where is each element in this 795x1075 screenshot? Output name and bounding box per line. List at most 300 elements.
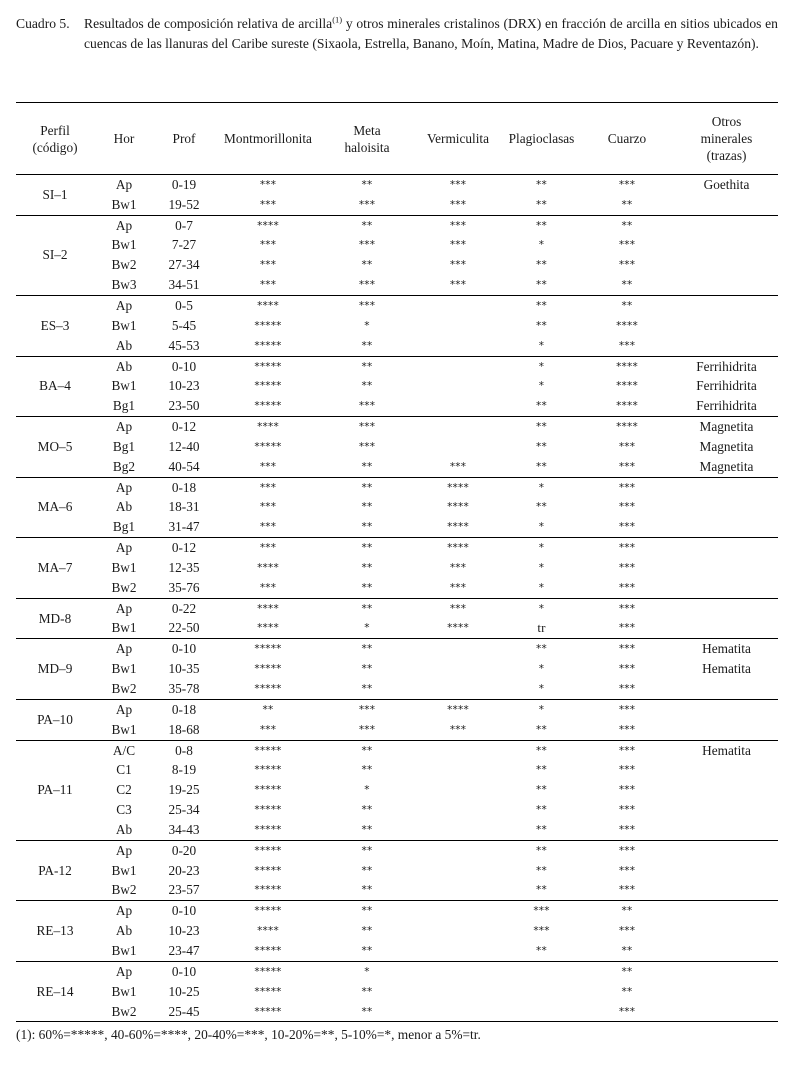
montmorillonita-cell: *** [259,460,277,473]
montmorillonita-cell: *** [259,279,277,292]
metahaloisita-cell: * [364,319,370,332]
montmorillonita-cell: *** [259,723,277,736]
montmorillonita-cell: **** [257,421,279,434]
header-montmorillonita: Montmorillonita [224,131,312,146]
otros-minerales-cell [675,215,778,235]
horizon-cell: Bg1 [112,398,136,414]
profile-code-cell: RE–13 [36,923,74,939]
table-row [16,255,778,275]
header-perfil [16,103,94,175]
table-row [16,356,778,376]
horizon-cell: C2 [116,782,132,798]
horizon-cell: Bw1 [111,661,137,677]
profile-group [16,538,778,599]
profile-code-cell: BA–4 [39,378,71,394]
montmorillonita-cell: ***** [254,965,282,978]
plagioclasas-cell: ** [536,784,547,797]
cuarzo-cell: *** [618,239,636,252]
metahaloisita-cell: *** [358,703,376,716]
table-row [16,417,778,437]
cuarzo-cell: **** [616,380,638,393]
cuarzo-cell: *** [618,542,636,555]
plagioclasas-cell [504,982,579,1002]
metahaloisita-cell: ** [361,905,373,918]
horizon-cell: Bg1 [112,438,136,454]
profile-code-cell: RE–14 [36,983,74,999]
table-row [16,578,778,598]
vermiculita-cell: **** [447,481,469,494]
otros-minerales-cell [675,800,778,820]
plagioclasas-cell: * [538,360,545,373]
table-row [16,236,778,256]
metahaloisita-cell: *** [358,723,376,736]
vermiculita-cell: **** [447,622,469,635]
plagioclasas-cell: ** [536,400,547,413]
montmorillonita-cell: ***** [254,985,282,998]
cuarzo-cell: *** [618,481,636,494]
table-row [16,396,778,416]
horizon-cell: Bw1 [111,378,137,394]
horizon-cell: Ap [115,176,133,192]
plagioclasas-cell: ** [536,643,547,656]
header-prof: Prof [172,131,196,146]
horizon-cell: Ap [115,641,133,657]
plagioclasas-cell: * [538,239,545,252]
otros-minerales-cell: Hematita [702,661,751,677]
profile-code-cell: PA–10 [37,711,73,727]
plagioclasas-cell: ** [536,804,547,817]
montmorillonita-cell: ***** [254,804,282,817]
otros-minerales-cell [675,236,778,256]
otros-minerales-cell [675,699,778,719]
horizon-cell: Ap [115,903,133,919]
vermiculita-cell [412,780,504,800]
horizon-cell: Bw2 [111,579,137,595]
cuarzo-cell: *** [618,703,636,716]
cuarzo-cell: *** [618,844,636,857]
depth-cell: 5-45 [171,317,197,333]
plagioclasas-cell: ** [536,501,547,514]
plagioclasas-cell: * [538,663,545,676]
metahaloisita-cell: ** [361,823,373,836]
table-row [16,195,778,215]
profile-code-cell: PA–11 [37,782,73,798]
depth-cell: 0-22 [171,600,197,616]
otros-minerales-cell [675,477,778,497]
profile-code-cell: ES–3 [40,317,70,333]
horizon-cell: Ap [115,540,133,556]
vermiculita-cell: *** [449,239,467,252]
depth-cell: 34-43 [168,821,200,837]
horizon-cell: Ap [115,600,133,616]
depth-cell: 0-10 [171,641,197,657]
table-row [16,275,778,295]
table-row [16,598,778,618]
metahaloisita-cell: ** [361,844,373,857]
cuarzo-cell: *** [618,884,636,897]
vermiculita-cell [412,316,504,336]
profile-code-cell: MO–5 [37,438,73,454]
metahaloisita-cell: ** [361,864,373,877]
horizon-cell: Bw1 [111,721,137,737]
otros-minerales-cell: Magnetita [699,458,754,474]
caption-text-main: Resultados de composición relativa de arcilla [84,16,333,31]
table-header [16,103,778,175]
profile-group [16,639,778,700]
table-row [16,840,778,860]
header-meta-line1: Meta [353,122,381,138]
plagioclasas-cell: ** [536,421,547,434]
table-row [16,336,778,356]
cuarzo-cell: ** [621,279,633,292]
plagioclasas-cell: * [538,683,545,696]
depth-cell: 19-25 [168,782,200,798]
montmorillonita-cell: ***** [254,643,282,656]
metahaloisita-cell: ** [361,602,373,615]
depth-cell: 10-23 [168,923,200,939]
profile-group [16,740,778,840]
vermiculita-cell [412,659,504,679]
cuarzo-cell: **** [616,400,638,413]
profile-group [16,296,778,357]
vermiculita-cell: *** [449,198,467,211]
caption-label: Cuadro 5. [16,16,70,31]
montmorillonita-cell: **** [257,219,279,232]
otros-minerales-cell [675,760,778,780]
cuarzo-cell: *** [618,561,636,574]
table-row [16,517,778,537]
profile-code-cell: MA–6 [37,499,73,515]
table-row [16,921,778,941]
header-metahaloisita [322,103,412,175]
table-row [16,498,778,518]
horizon-cell: Ab [115,923,133,939]
depth-cell: 25-45 [168,1003,200,1019]
mineral-composition-table [16,102,778,1022]
otros-minerales-cell: Ferrihidrita [696,398,757,414]
vermiculita-cell: *** [449,723,467,736]
horizon-cell: Bw3 [111,277,137,293]
cuarzo-cell: *** [618,723,636,736]
cuarzo-cell: ** [621,965,633,978]
metahaloisita-cell: ** [361,339,373,352]
cuarzo-cell: *** [618,804,636,817]
cuarzo-cell: *** [618,764,636,777]
plagioclasas-cell: ** [536,844,547,857]
cuarzo-cell: **** [616,319,638,332]
table-caption [16,14,778,53]
plagioclasas-cell: * [538,561,545,574]
metahaloisita-cell: ** [361,643,373,656]
horizon-cell: C1 [116,762,132,778]
table-row [16,760,778,780]
table-row [16,982,778,1002]
vermiculita-cell: **** [447,542,469,555]
header-perfil-line1: Perfil [40,122,70,138]
otros-minerales-cell [675,820,778,840]
table-row [16,175,778,195]
horizon-cell: Bw1 [111,237,137,253]
depth-cell: 0-10 [171,963,197,979]
vermiculita-cell: *** [449,219,467,232]
metahaloisita-cell: *** [358,421,376,434]
table-row [16,558,778,578]
vermiculita-cell [412,881,504,901]
metahaloisita-cell: *** [358,279,376,292]
cuarzo-cell: ** [621,944,633,957]
vermiculita-cell [412,901,504,921]
montmorillonita-cell: ***** [254,400,282,413]
profile-group [16,699,778,740]
otros-minerales-cell: Goethita [703,176,750,192]
montmorillonita-cell: ***** [254,744,282,757]
montmorillonita-cell: ***** [254,784,282,797]
vermiculita-cell: *** [449,561,467,574]
cuarzo-cell: *** [618,925,636,938]
vermiculita-cell [412,356,504,376]
header-cuarzo: Cuarzo [607,131,647,146]
montmorillonita-cell: *** [259,259,277,272]
depth-cell: 0-20 [171,842,197,858]
table-row [16,376,778,396]
metahaloisita-cell: ** [361,884,373,897]
horizon-cell: Ab [115,337,133,353]
header-perfil-line2: (código) [32,139,78,155]
otros-minerales-cell [675,1002,778,1022]
depth-cell: 18-68 [168,721,200,737]
cuarzo-cell: ** [621,198,633,211]
otros-minerales-cell [675,840,778,860]
horizon-cell: Ap [115,963,133,979]
plagioclasas-cell: tr [537,620,546,636]
vermiculita-cell: **** [447,501,469,514]
header-otros-line3: (trazas) [706,148,747,163]
vermiculita-cell [412,982,504,1002]
metahaloisita-cell: ** [361,460,373,473]
montmorillonita-cell: ***** [254,823,282,836]
montmorillonita-cell: ** [262,703,274,716]
vermiculita-cell [412,376,504,396]
horizon-cell: A/C [112,742,136,758]
metahaloisita-cell: * [364,784,370,797]
otros-minerales-cell [675,982,778,1002]
plagioclasas-cell: ** [536,823,547,836]
montmorillonita-cell: ***** [254,440,282,453]
vermiculita-cell [412,820,504,840]
plagioclasas-cell: * [538,481,545,494]
horizon-cell: Bw1 [111,317,137,333]
plagioclasas-cell: * [538,339,545,352]
header-hor: Hor [113,131,135,146]
metahaloisita-cell: * [364,965,370,978]
vermiculita-cell: *** [449,279,467,292]
plagioclasas-cell [504,961,579,981]
table-row [16,639,778,659]
table-row [16,477,778,497]
vermiculita-cell: *** [449,460,467,473]
cuarzo-cell: *** [618,602,636,615]
plagioclasas-cell: * [538,703,545,716]
profile-group [16,598,778,639]
metahaloisita-cell: *** [358,239,376,252]
depth-cell: 0-12 [171,419,197,435]
montmorillonita-cell: ***** [254,844,282,857]
plagioclasas-cell: * [538,581,545,594]
otros-minerales-cell [675,296,778,316]
montmorillonita-cell: ***** [254,764,282,777]
montmorillonita-cell: ***** [254,884,282,897]
depth-cell: 0-12 [171,540,197,556]
otros-minerales-cell: Ferrihidrita [696,378,757,394]
depth-cell: 31-47 [168,519,200,535]
otros-minerales-cell [675,921,778,941]
otros-minerales-cell [675,720,778,740]
otros-minerales-cell [675,881,778,901]
plagioclasas-cell: ** [536,279,547,292]
table-row [16,619,778,639]
depth-cell: 0-8 [175,742,193,758]
metahaloisita-cell: *** [358,299,376,312]
horizon-cell: Bg1 [112,519,136,535]
table-row [16,679,778,699]
plagioclasas-cell: ** [536,319,547,332]
montmorillonita-cell: *** [259,178,277,191]
vermiculita-cell [412,417,504,437]
header-otros-line2: minerales [700,131,753,146]
otros-minerales-cell [675,558,778,578]
table-row [16,699,778,719]
table-row [16,457,778,477]
horizon-cell: Bw1 [111,862,137,878]
caption-text-rest: y otros minerales cristalinos (DRX) en fracción de arcilla en sitios ubicados en cuencas de las llanuras del Caribe sureste (Sixaola, Estrella, Banano, Moín, Matina, Madre de Dios, Pacuare y Reventazón). [84,16,778,51]
vermiculita-cell: *** [449,178,467,191]
horizon-cell: Ap [115,842,133,858]
metahaloisita-cell: ** [361,925,373,938]
otros-minerales-cell [675,941,778,961]
vermiculita-cell [412,679,504,699]
montmorillonita-cell: *** [259,581,277,594]
vermiculita-cell [412,740,504,760]
depth-cell: 35-78 [168,681,200,697]
vermiculita-cell: **** [447,703,469,716]
plagioclasas-cell: ** [536,198,547,211]
otros-minerales-cell [675,316,778,336]
table-row [16,659,778,679]
otros-minerales-cell: Hematita [702,641,751,657]
otros-minerales-cell [675,780,778,800]
metahaloisita-cell: ** [361,944,373,957]
depth-cell: 0-18 [171,701,197,717]
otros-minerales-cell [675,679,778,699]
cuarzo-cell: *** [618,1005,636,1018]
otros-minerales-cell [675,861,778,881]
table-row [16,740,778,760]
depth-cell: 10-25 [168,983,200,999]
metahaloisita-cell: *** [358,400,376,413]
plagioclasas-cell: * [538,602,545,615]
horizon-cell: Bw2 [111,1003,137,1019]
table-row [16,820,778,840]
vermiculita-cell [412,941,504,961]
depth-cell: 19-52 [168,196,200,212]
otros-minerales-cell [675,255,778,275]
profile-code-cell: SI–2 [42,247,68,263]
otros-minerales-cell: Ferrihidrita [696,358,757,374]
vermiculita-cell [412,840,504,860]
cuarzo-cell: ** [621,219,633,232]
cuarzo-cell: **** [616,360,638,373]
montmorillonita-cell: ***** [254,683,282,696]
metahaloisita-cell: *** [358,198,376,211]
metahaloisita-cell: ** [361,521,373,534]
montmorillonita-cell: *** [259,239,277,252]
otros-minerales-cell: Hematita [702,742,751,758]
horizon-cell: Ap [115,701,133,717]
depth-cell: 0-18 [171,479,197,495]
otros-minerales-cell [675,578,778,598]
vermiculita-cell: *** [449,581,467,594]
cuarzo-cell: *** [618,460,636,473]
profile-code-cell: PA-12 [38,862,72,878]
depth-cell: 10-35 [168,661,200,677]
horizon-cell: Ap [115,479,133,495]
montmorillonita-cell: ***** [254,360,282,373]
vermiculita-cell: *** [449,602,467,615]
profile-group [16,901,778,962]
montmorillonita-cell: ***** [254,663,282,676]
plagioclasas-cell: *** [533,905,550,918]
vermiculita-cell: *** [449,259,467,272]
header-vermiculita: Vermiculita [426,131,490,146]
header-otros-minerales [675,103,778,175]
table-row [16,215,778,235]
cuarzo-cell: **** [616,421,638,434]
cuarzo-cell: *** [618,784,636,797]
profile-group [16,356,778,417]
horizon-cell: Ap [115,297,133,313]
cuarzo-cell: *** [618,259,636,272]
horizon-cell: Bw1 [111,196,137,212]
montmorillonita-cell: ***** [254,944,282,957]
vermiculita-cell [412,437,504,457]
metahaloisita-cell: ** [361,542,373,555]
depth-cell: 12-40 [168,438,200,454]
metahaloisita-cell: ** [361,380,373,393]
horizon-cell: Bg2 [112,458,136,474]
depth-cell: 40-54 [168,458,200,474]
horizon-cell: Bw2 [111,681,137,697]
montmorillonita-cell: *** [259,542,277,555]
otros-minerales-cell [675,195,778,215]
cuarzo-cell: *** [618,744,636,757]
metahaloisita-cell: ** [361,360,373,373]
depth-cell: 12-35 [168,559,200,575]
metahaloisita-cell: *** [358,440,376,453]
montmorillonita-cell: ***** [254,319,282,332]
vermiculita-cell [412,961,504,981]
depth-cell: 23-50 [168,398,200,414]
otros-minerales-cell [675,498,778,518]
vermiculita-cell: **** [447,521,469,534]
metahaloisita-cell: ** [361,501,373,514]
horizon-cell: Ab [115,821,133,837]
montmorillonita-cell: **** [257,925,279,938]
metahaloisita-cell: ** [361,683,373,696]
caption-text [84,14,778,53]
montmorillonita-cell: ***** [254,380,282,393]
metahaloisita-cell: * [364,622,370,635]
table-row [16,437,778,457]
